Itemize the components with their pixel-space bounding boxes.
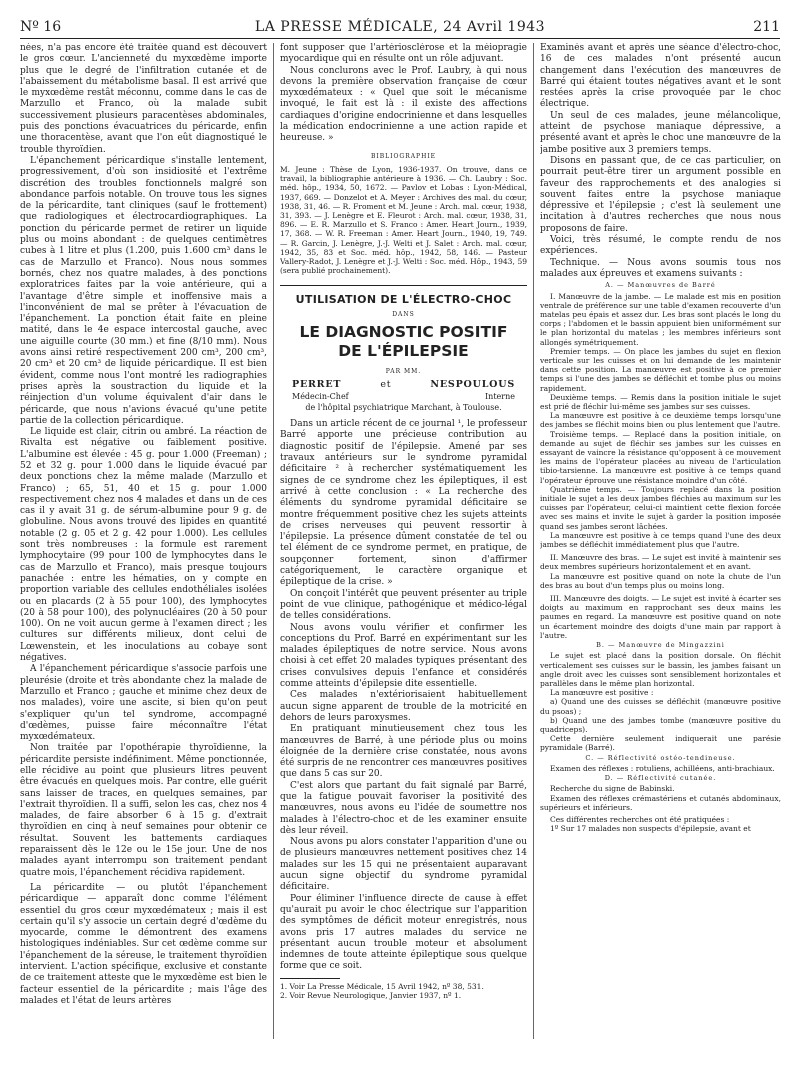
article-title-dans: DANS <box>392 310 415 318</box>
article-title-line3: DE L'ÉPILEPSIE <box>338 342 469 360</box>
column-divider <box>533 43 534 1039</box>
paragraph: L'épanchement péricardique s'installe lentement, progressivement, d'où son insidiosité et l'extrême discrétion des troubles fonctionnels malgré son abondance parfois notable. On trouve tous les signes de la péricardite, tant cliniques (sauf le frottement) que radiologiques et électrocardiographiques. La ponction du péricarde permet de retirer un liquide plus ou moins abondant : de quelques centimètres cubes à 1 litre et plus (1.200, puis 1.600 cm³ dans le cas de Marzullo et Franco). Nous nous sommes bornés, chez nos quatre malades, à des ponctions exploratrices faites par la voie antérieure, qui a l'avantage d'être simple et inoffensive mais a l'inconvénient de mal se prêter à l'évacuation de l'épanchement. La ponction était faite en pleine matité, dans le 4e espace intercostal gauche, avec une aiguille courte (30 mm.) et fine (8/10 mm). Nous avons ainsi retiré respectivement 200 cm³, 200 cm³, 20 cm³ et 20 cm³ de liquide péricardique. Il est bien évident, comme nous l'ont montré les radiographies prises après la soustraction du liquide et la réinjection d'un volume équivalent d'air dans le péricarde, que nous n'avions évacué qu'une petite partie de la collection péricardique. <box>20 155 267 426</box>
paragraph: Ces malades n'extériorisaient habituellement aucun signe apparent de trouble de la motricité en dehors de leurs paroxysmes. <box>280 690 527 723</box>
paragraph: II. Manœuvre des bras. — Le sujet est invité à maintenir ses deux membres supérieurs horizontalement et en avant. <box>540 553 781 572</box>
article-title-line1: UTILISATION DE L'ÉLECTRO-CHOC <box>295 293 512 307</box>
section-heading-c: C. — Réflectivité ostéo-tendineuse. <box>585 753 736 762</box>
paragraph: III. Manœuvre des doigts. — Le sujet est invité à écarter ses doigts au maximum en rapprochant ses deux mains les paumes en regard. La manœuvre est positive quand on note un écartement moindre des doigts d'une main par rapport à l'autre. <box>540 594 781 640</box>
section-heading-a: A. — Manœuvres de Barré <box>605 281 716 290</box>
paragraph: nées, n'a pas encore été traitée quand est découvert le gros cœur. L'ancienneté du myxœdème importe plus que le degré de l'infiltration cutanée et de l'abaissement du métabolisme basal. Il est arrivé que le myxœdème restât méconnu, comme dans le cas de Marzullo et Franco, où la malade subit successivement plusieurs paracentèses abdominales, puis des ponctions évacuatrices du péricarde, enfin une thoracentèse, avant que l'on eût diagnostiqué le trouble thyroïdien. <box>20 43 267 155</box>
paragraph: La manœuvre est positive : <box>550 688 654 698</box>
paragraph: Quatrième temps. — Toujours replacé dans la position initiale le sujet a les deux jambes fléchies au maximum sur les cuisses par l'opérateur, celui-ci maintient cette flexion forcée avec ses mains et invite le sujet à garder la position imposée quand ses jambes seront lâchées. <box>540 484 781 531</box>
article-title-line2: LE DIAGNOSTIC POSITIF <box>299 323 508 341</box>
paragraph: Cette dernière seulement indiquerait une parésie pyramidale (Barré). <box>540 734 781 753</box>
paragraph: Examen des réflexes : rotuliens, achilléens, anti-brachiaux. <box>550 763 775 773</box>
footnote: 1. Voir La Presse Médicale, 15 Avril 1942, nº 38, 531. <box>280 981 484 991</box>
paragraph: On conçoit l'intérêt que peuvent présenter au triple point de vue clinique, pathogénique et médico-légal de telles considérations. <box>280 588 527 622</box>
paragraph: 1º Sur 17 malades non suspects d'épilepsie, avant et <box>550 824 751 834</box>
paragraph: Recherche du signe de Babinski. <box>550 784 675 794</box>
masthead: LA PRESSE MÉDICALE, 24 Avril 1943 <box>254 19 546 35</box>
paragraph: Le liquide est clair, citrin ou ambré. La réaction de Rivalta est négative ou faiblement positive. L'albumine est élevée : 45 g. pour 1.000 (Freeman) ; 52 et 32 g. pour 1.000 dans le liquide évacué par deux ponctions chez la même malade (Marzullo et Franco) ; 65, 51, 40 et 15 g. pour 1.000 respectivement chez nos 4 malades et dans un de ces cas il y avait 31 g. de sérum-albumine pour 9 g. de globuline. Nous avons trouvé des lipides en quantité notable (2 g. 05 et 2 g. 42 pour 1.000). Les cellules sont très nombreuses : la formule est rarement lymphocytaire (99 pour 100 de lymphocytes dans le cas de Marzullo et Franco), mais presque toujours panachée : entre les hématies, on y compte en proportion variable des cellules endothéliales isolées ou en placards (2 à 55 pour 100), des lymphocytes (20 à 58 pour 100), des polynucléaires (20 à 50 pour 100). On ne voit aucun germe à l'examen direct ; les cultures sur différents milieux, dont celui de Lœwenstein, et les inoculations au cobaye sont négatives. <box>20 427 267 664</box>
paragraph: A l'épanchement péricardique s'associe parfois une pleurésie (droite et très abondante chez la malade de Marzullo et Franco ; gauche et minime chez deux de nos malades), voire une ascite, si bien qu'on peut s'expliquer qu'un tel syndrome, accompagné d'œdèmes, puisse faire méconnaître l'état myxœdémateux. <box>20 664 267 743</box>
section-b-body <box>540 651 781 752</box>
paragraph: Premier temps. — On place les jambes du sujet en flexion verticale sur les cuisses et on lui demande de les maintenir dans cette position. La manœuvre est positive à ce premier temps si l'une des jambes se défléchit et tombe plus ou moins rapidement. <box>540 346 781 393</box>
paragraph: C'est alors que partant du fait signalé par Barré, que la fatigue pouvait favoriser la positivité des manœuvres, nous avons eu l'idée de soumettre nos malades à l'électro-choc et de les examiner ensuite dès leur réveil. <box>280 780 527 836</box>
paragraph: Pour éliminer l'influence directe de cause à effet qu'aurait pu avoir le choc électrique sur l'apparition des symptômes de déficit moteur enregistrés, nous avons pris 17 autres malades du service ne présentant aucun trouble moteur et absolument indemnes de toute atteinte épileptique sous quelque forme que ce soit. <box>280 893 527 972</box>
author-and: et <box>380 379 392 391</box>
article-heading <box>280 285 527 413</box>
paragraph: font supposer que l'artériosclérose et la méiopragie myocardique qui en résulte ont un rôle adjuvant. <box>280 43 527 65</box>
paragraph: Non traitée par l'opothérapie thyroïdienne, la péricardite persiste indéfiniment. Même ponctionnée, elle récidive au point que plusieurs litres peuvent être évacués en quelques mois. Par contre, elle guérit sans laisser de traces, en quelques semaines, par l'extrait thyroïdien. Il a suffi, selon les cas, chez nos 4 malades, de faire absorber 6 à 15 g. d'extrait thyroïdien en cinq à neuf semaines pour obtenir ce résultat. Souvent les battements cardiaques reparaissent dès le 12e ou le 15e jour. Une de nos malades ayant interrompu son traitement pendant quatre mois, l'épanchement récidiva rapidement. <box>20 743 267 878</box>
paragraph: Examen des réflexes crémastériens et cutanés abdominaux, supérieurs et inférieurs. <box>540 793 781 812</box>
paragraph: Examinés avant et après une séance d'électro-choc, 16 de ces malades n'ont présenté aucun changement dans l'exécution des manœuvres de Barré qui étaient toutes négatives avant et le sont restées après la crise provoquée par le choc électrique. <box>540 43 781 110</box>
page-header <box>20 17 780 37</box>
paragraph: Nous conclurons avec le Prof. Laubry, à qui nous devons la première observation française de cœur myxœdémateux : « Quel que soit le mécanisme invoqué, le fait est là : il existe des affections cardiaques d'origine endocrinienne et dans lesquelles la médication endocrinienne a une action rapide et heureuse. » <box>280 65 527 144</box>
paragraph: Nous avons pu alors constater l'apparition d'une ou de plusieurs manœuvres nettement positives chez 14 malades sur les 15 qui ne présentaient auparavant aucun signe objectif du syndrome pyramidal déficitaire. <box>280 837 527 893</box>
footnote: 2. Voir Revue Neurologique, Janvier 1937, nº 1. <box>280 990 462 1000</box>
paragraph: a) Quand une des cuisses se défléchit (manœuvre positive du psoas) ; <box>540 697 781 716</box>
issue-number: Nº 16 <box>20 19 62 35</box>
author-perret: PERRET <box>292 379 342 391</box>
bibliography-text: M. Jeune : Thèse de Lyon, 1936-1937. On trouve, dans ce travail, la bibliographie antérieure à 1936. — Ch. Laubry : Soc. méd. hôp., 1934, 50, 1672. — Pavlov et Lobas : Lyon-Médical, 1937, 669. — Donzelot et A. Meyer : Archives des mal. du cœur, 1938, 31, 46. — R. Froment et M. Jeune : Arch. mal. cœur, 1938, 31, 393. — J. Lenègre et E. Fleurot : Arch. mal. cœur, 1938, 31, 896. — E. R. Marzullo et S. Franco : Amer. Heart Journ., 1939, 17, 368. — W. R. Freeman : Amer. Heart Journ., 1940, 19, 749. — R. Garcin, J. Lenègre, J.-J. Welti et J. Salet : Arch. mal. cœur, 1942, 35, 83 et Soc. méd. hôp., 1942, 58, 146. — Pasteur Vallery-Radot, J. Lenègre et J.-J. Welti : Soc. méd. Hôp., 1943, 59 (sera publié prochainement). <box>280 164 527 276</box>
paragraph: b) Quand une des jambes tombe (manœuvre positive du quadriceps). <box>540 715 781 734</box>
paragraph: Voici, très résumé, le compte rendu de nos expériences. <box>540 235 781 257</box>
paragraph: I. Manœuvre de la jambe. — Le malade est mis en position ventrale de préférence sur une table d'examen recouverte d'un matelas peu épais et assez dur. Les bras sont placés le long du corps ; l'abdomen et le bassin appuient bien uniformément sur le plan horizontal du matelas ; les membres inférieurs sont allongés symétriquement. <box>540 291 781 347</box>
column-3 <box>540 43 781 1055</box>
paragraph: La manœuvre est positive à ce temps quand l'une des deux jambes se défléchit immédiatement plus que l'autre. <box>540 530 781 550</box>
author-nespoulous: NESPOULOUS <box>430 379 515 391</box>
section-a-body <box>540 292 781 641</box>
role-1: Médecin-Chef <box>292 391 349 401</box>
author-roles <box>280 391 527 402</box>
paragraph: Dans un article récent de ce journal ¹, le professeur Barré apporte une précieuse contribution au diagnostic positif de l'épilepsie. Amené par ses travaux antérieurs sur le syndrome pyramidal déficitaire ² à rechercher systématiquement les signes de ce syndrome chez les épileptiques, il est arrivé à cette conclusion : « La recherche des éléments du syndrome pyramidal déficitaire se montre fréquemment positive chez les sujets atteints de crises nerveuses qui peuvent ressortir à l'épilepsie. La présence dûment constatée de tel ou tel élément de ce syndrome permet, en pratique, de soupçonner fortement, sinon d'affirmer catégoriquement, le caractère organique et épileptique de la crise. » <box>280 419 527 588</box>
paragraph: Technique. — Nous avons soumis tous nos malades aux épreuves et examens suivants : <box>540 257 781 279</box>
paragraph: Disons en passant que, de ce cas particulier, on pourrait peut-être tirer un argument possible en faveur des rapprochements et des analogies si souvent faites entre la psychose maniaque dépressive et l'épilepsie ; c'est là seulement une incitation à d'autres recherches que nous nous proposons de faire. <box>540 155 781 234</box>
page-number: 211 <box>753 19 780 35</box>
article-authors <box>280 379 527 390</box>
section-d-body <box>540 784 781 833</box>
bibliography <box>280 165 527 275</box>
paragraph: Ces différentes recherches ont été pratiquées : <box>550 814 730 824</box>
footnote-rule <box>280 978 340 979</box>
paragraph: Un seul de ces malades, jeune mélancolique, atteint de psychose maniaque dépressive, a présenté avant et après le choc une manœuvre de la jambe positive aux 3 premiers temps. <box>540 110 781 155</box>
column-2 <box>280 43 527 1039</box>
column-divider <box>273 43 274 1039</box>
paragraph: La péricardite — ou plutôt l'épanchement péricardique — apparaît donc comme l'élément essentiel du gros cœur myxœdémateux ; mais il est certain qu'il s'y associe un certain degré d'œdème du myocarde, comme le démontrent des examens histologiques indéniables. Sur cet œdème comme sur l'épanchement de la séreuse, le traitement thyroïdien intervient. L'action spécifique, exclusive et constante de ce traitement atteste que le myxœdème est bien le facteur essentiel de la péricardite ; mais l'âge des malades et l'état de leurs artères <box>20 882 267 1006</box>
role-2: Interne <box>485 391 515 401</box>
paragraph: La manœuvre est positive à ce deuxième temps lorsqu'une des jambes se fléchit moins bien ou plus lentement que l'autre. <box>540 411 781 430</box>
paragraph: Deuxième temps. — Remis dans la position initiale le sujet est prié de fléchir lui-même ses jambes sur ses cuisses. <box>540 392 781 411</box>
header-rule <box>20 38 780 39</box>
paragraph: La manœuvre est positive quand on note la chute de l'un des bras au bout d'un temps plus ou moins long. <box>540 571 781 590</box>
column-1 <box>20 43 267 1039</box>
paragraph: Troisième temps. — Replacé dans la position initiale, on demande au sujet de fléchir ses jambes sur les cuisses en essayant de vaincre la résistance qu'opposent à ce mouvement les mains de l'opérateur placées au niveau de l'articulation tibio-tarsienne. La manœuvre est positive à ce temps quand l'opérateur éprouve une résistance moindre d'un côté. <box>540 429 781 485</box>
article-byline-par: PAR MM. <box>385 368 422 375</box>
paragraph: Nous avons voulu vérifier et confirmer les conceptions du Prof. Barré en expérimentant sur les malades épileptiques de notre service. Nous avons choisi à cet effet 20 malades typiques présentant des crises convulsives depuis l'enfance et considérés comme atteints d'épilepsie dite essentielle. <box>280 622 527 690</box>
bibliography-heading: BIBLIOGRAPHIE <box>370 152 437 160</box>
section-heading-d: D. — Réflectivité cutanée. <box>604 774 717 783</box>
section-c-body <box>540 764 781 773</box>
section-heading-b: B. — Manœuvre de Mingazzini <box>596 641 725 650</box>
footnotes <box>280 982 527 1000</box>
paragraph: Le sujet est placé dans la position dorsale. On fléchit verticalement ses cuisses sur le bassin, les jambes faisant un angle droit avec les cuisses sont sensiblement horizontales et parallèles dans le même plan horizontal. <box>540 651 781 688</box>
author-affiliation: de l'hôpital psychiatrique Marchant, à Toulouse. <box>305 402 502 412</box>
paragraph: En pratiquant minutieusement chez tous les manœuvres de Barré, à une période plus ou moins éloignée de la dernière crise constatée, nous avons été surpris de ne rencontrer ces manœuvres positives que dans 5 cas sur 20. <box>280 724 527 780</box>
